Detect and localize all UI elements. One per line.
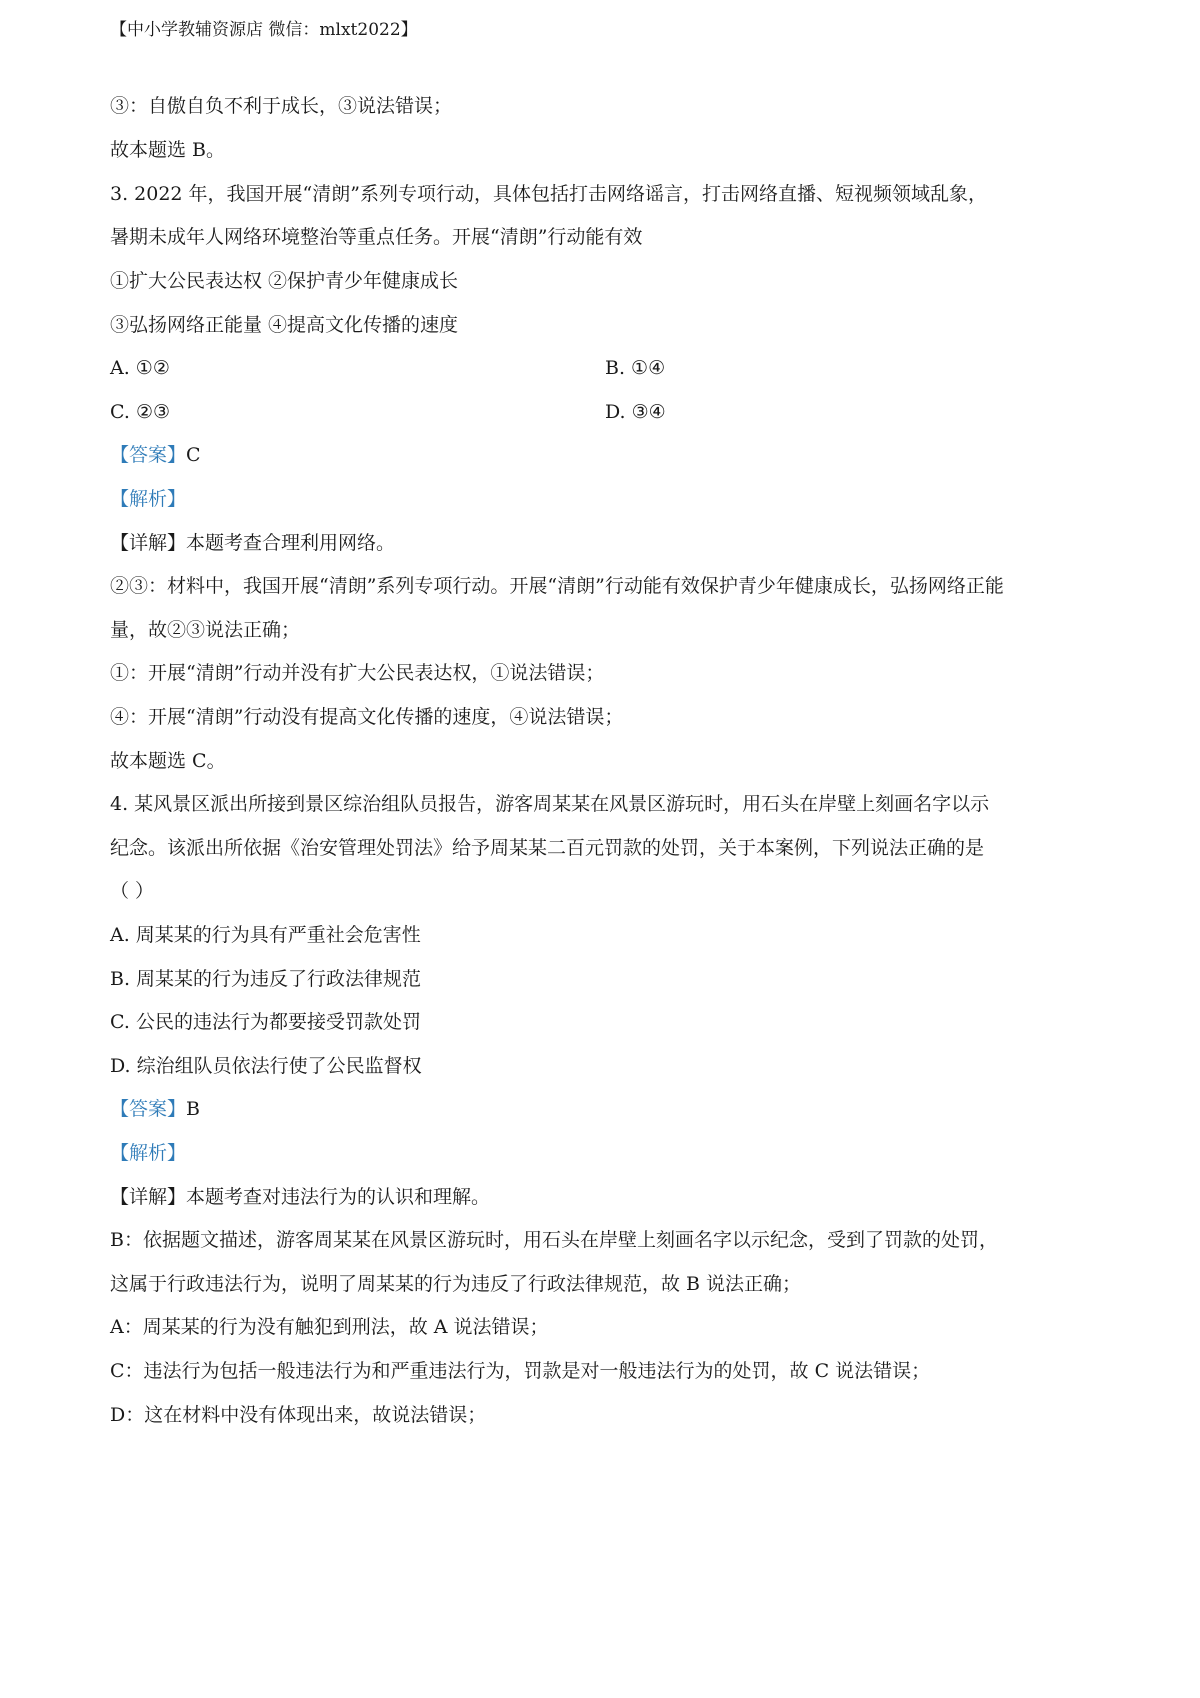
q4-option-d: D. 综治组队员依法行使了公民监督权 — [110, 1055, 422, 1077]
q4-analysis-label: 【解析】 — [110, 1142, 187, 1164]
q4-explanation-line: C：违法行为包括一般违法行为和严重违法行为，罚款是对一般违法行为的处罚，故 C 说法错误； — [110, 1360, 931, 1382]
q4-option-a: A. 周某某的行为具有严重社会危害性 — [110, 924, 421, 946]
page-header: 【中小学教辅资源店 微信：mlxt2022】 — [110, 20, 418, 40]
q2-explanation-line: ③：自傲自负不利于成长，③说法错误； — [110, 95, 453, 117]
q4-option-b: B. 周某某的行为违反了行政法律规范 — [110, 968, 422, 990]
q3-explanation-line: ②③：材料中，我国开展“清朗”系列专项行动。开展“清朗”行动能有效保护青少年健康成长，弘扬网络正能 — [110, 575, 1004, 597]
q3-answer — [110, 442, 1110, 468]
answer-label: 【答案】 — [110, 1098, 187, 1120]
q4-stem-line-1: 4. 某风景区派出所接到景区综治组队员报告，游客周某某在风景区游玩时，用石头在岸壁上刻画名字以示 — [110, 793, 990, 815]
q3-explanation-line: ④：开展“清朗”行动没有提高文化传播的速度，④说法错误； — [110, 706, 624, 728]
q4-explanation-line: 这属于行政违法行为，说明了周某某的行为违反了行政法律规范，故 B 说法正确； — [110, 1273, 802, 1295]
answer-label: 【答案】 — [110, 444, 187, 466]
q2-conclusion: 故本题选 B。 — [110, 139, 226, 161]
q3-items-line-1: ①扩大公民表达权 ②保护青少年健康成长 — [110, 270, 459, 292]
q3-explanation-line: 量，故②③说法正确； — [110, 619, 301, 641]
answer-value: B — [186, 1098, 200, 1120]
q3-option-b: B. ①④ — [605, 357, 666, 379]
q3-option-a: A. ①② — [110, 357, 170, 379]
q3-option-d: D. ③④ — [605, 401, 666, 423]
q3-conclusion: 故本题选 C。 — [110, 750, 226, 772]
q4-stem-line-2: 纪念。该派出所依据《治安管理处罚法》给予周某某二百元罚款的处罚，关于本案例，下列说法正确的是 — [110, 837, 985, 859]
q4-answer — [110, 1096, 1110, 1122]
q4-explanation-line: B：依据题文描述，游客周某某在风景区游玩时，用石头在岸壁上刻画名字以示纪念，受到了罚款的处罚， — [110, 1229, 998, 1251]
answer-value: C — [186, 444, 201, 466]
q3-detail: 【详解】本题考查合理利用网络。 — [110, 532, 396, 554]
q4-explanation-line: A：周某某的行为没有触犯到刑法，故 A 说法错误； — [110, 1316, 549, 1338]
q3-items-line-2: ③弘扬网络正能量 ④提高文化传播的速度 — [110, 314, 459, 336]
q3-explanation-line: ①：开展“清朗”行动并没有扩大公民表达权，①说法错误； — [110, 662, 605, 684]
q4-stem-line-3: （ ） — [110, 880, 155, 902]
q3-stem-line-2: 暑期未成年人网络环境整治等重点任务。开展“清朗”行动能有效 — [110, 226, 643, 248]
q3-stem-line-1: 3. 2022 年，我国开展“清朗”系列专项行动，具体包括打击网络谣言，打击网络直播、短视频领域乱象， — [110, 183, 987, 205]
q4-explanation-line: D：这在材料中没有体现出来，故说法错误； — [110, 1404, 487, 1426]
q3-analysis-label: 【解析】 — [110, 488, 187, 510]
q4-option-c: C. 公民的违法行为都要接受罚款处罚 — [110, 1011, 421, 1033]
q3-option-c: C. ②③ — [110, 401, 171, 423]
q4-detail: 【详解】本题考查对违法行为的认识和理解。 — [110, 1186, 491, 1208]
